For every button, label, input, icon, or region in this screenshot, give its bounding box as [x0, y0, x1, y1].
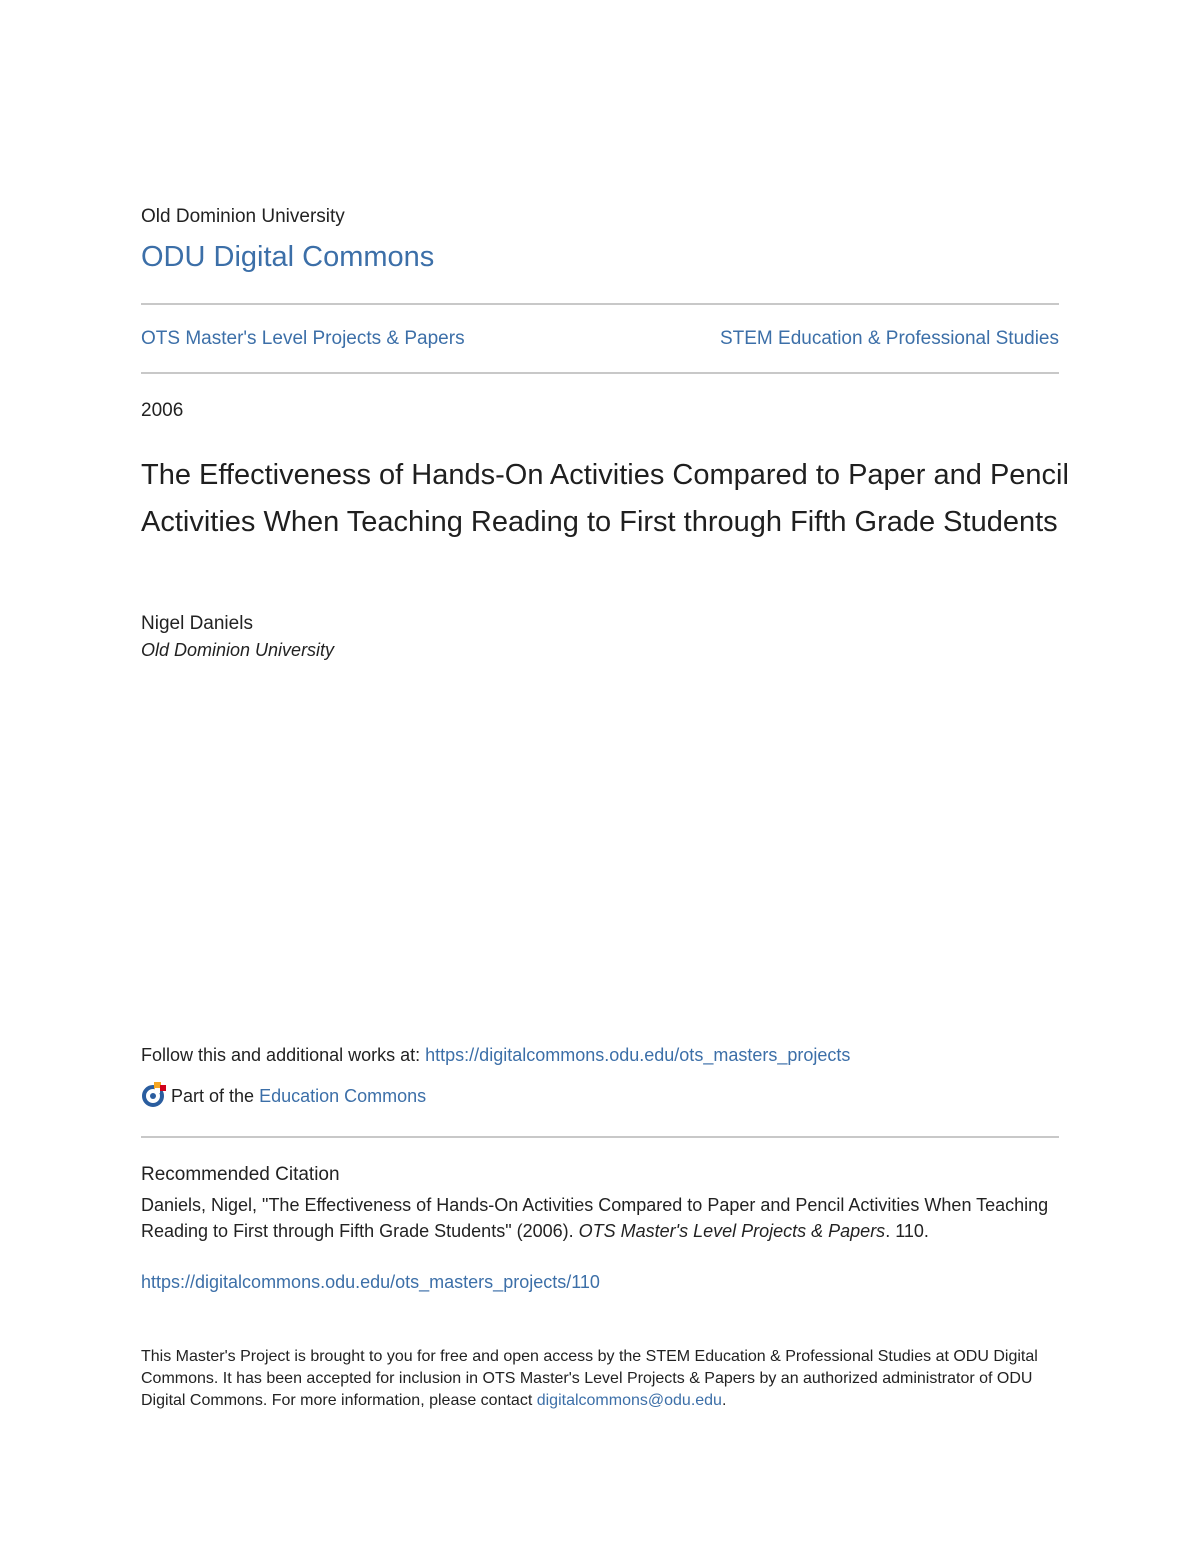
network-icon: [141, 1080, 167, 1108]
publication-year: 2006: [141, 400, 184, 421]
author-name: Nigel Daniels: [141, 613, 253, 634]
follow-line: [141, 1045, 850, 1066]
contact-email-link[interactable]: digitalcommons@odu.edu: [536, 1392, 722, 1409]
access-statement-text: This Master's Project is brought to you for free and open access by the STEM Education & Professional Studies at ODU Digital Commons. It has been accepted for inclusion in OTS Master's Level Projects & Papers by an authorized administrator of ODU Digital Commons. For more information, please contact: [141, 1348, 1038, 1409]
access-statement: [141, 1346, 1061, 1412]
repository-link[interactable]: ODU Digital Commons: [141, 241, 435, 273]
citation-heading: Recommended Citation: [141, 1164, 340, 1185]
author-affiliation: Old Dominion University: [141, 640, 335, 660]
education-commons-link[interactable]: Education Commons: [259, 1086, 427, 1106]
follow-label: Follow this and additional works at:: [141, 1045, 421, 1065]
citation-url-link[interactable]: https://digitalcommons.odu.edu/ots_masters_projects/110: [141, 1272, 600, 1292]
divider-citation: [141, 1136, 1059, 1138]
part-of-label: Part of the: [171, 1086, 255, 1106]
department-link[interactable]: STEM Education & Professional Studies: [719, 328, 1059, 349]
document-title: The Effectiveness of Hands-On Activities Compared to Paper and Pencil Activities When Teaching Reading to First through Fifth Grade Students: [141, 459, 1069, 538]
divider-top: [141, 303, 1059, 305]
citation-main: Daniels, Nigel, "The Effectiveness of Hands-On Activities Compared to Paper and Pencil Activities When Teaching Reading to First through Fifth Grade Students" (2006).: [141, 1195, 1049, 1241]
series-link[interactable]: OTS Master's Level Projects & Papers: [141, 328, 465, 349]
citation-series: OTS Master's Level Projects & Papers: [578, 1221, 886, 1241]
part-of-line: [141, 1080, 426, 1108]
citation-text: [141, 1192, 1061, 1244]
institution-name: Old Dominion University: [141, 206, 345, 227]
citation-number: . 110.: [885, 1221, 929, 1241]
access-statement-end: .: [721, 1392, 727, 1409]
collection-url-link[interactable]: https://digitalcommons.odu.edu/ots_masters_projects: [425, 1045, 851, 1065]
divider-nav: [141, 372, 1059, 374]
